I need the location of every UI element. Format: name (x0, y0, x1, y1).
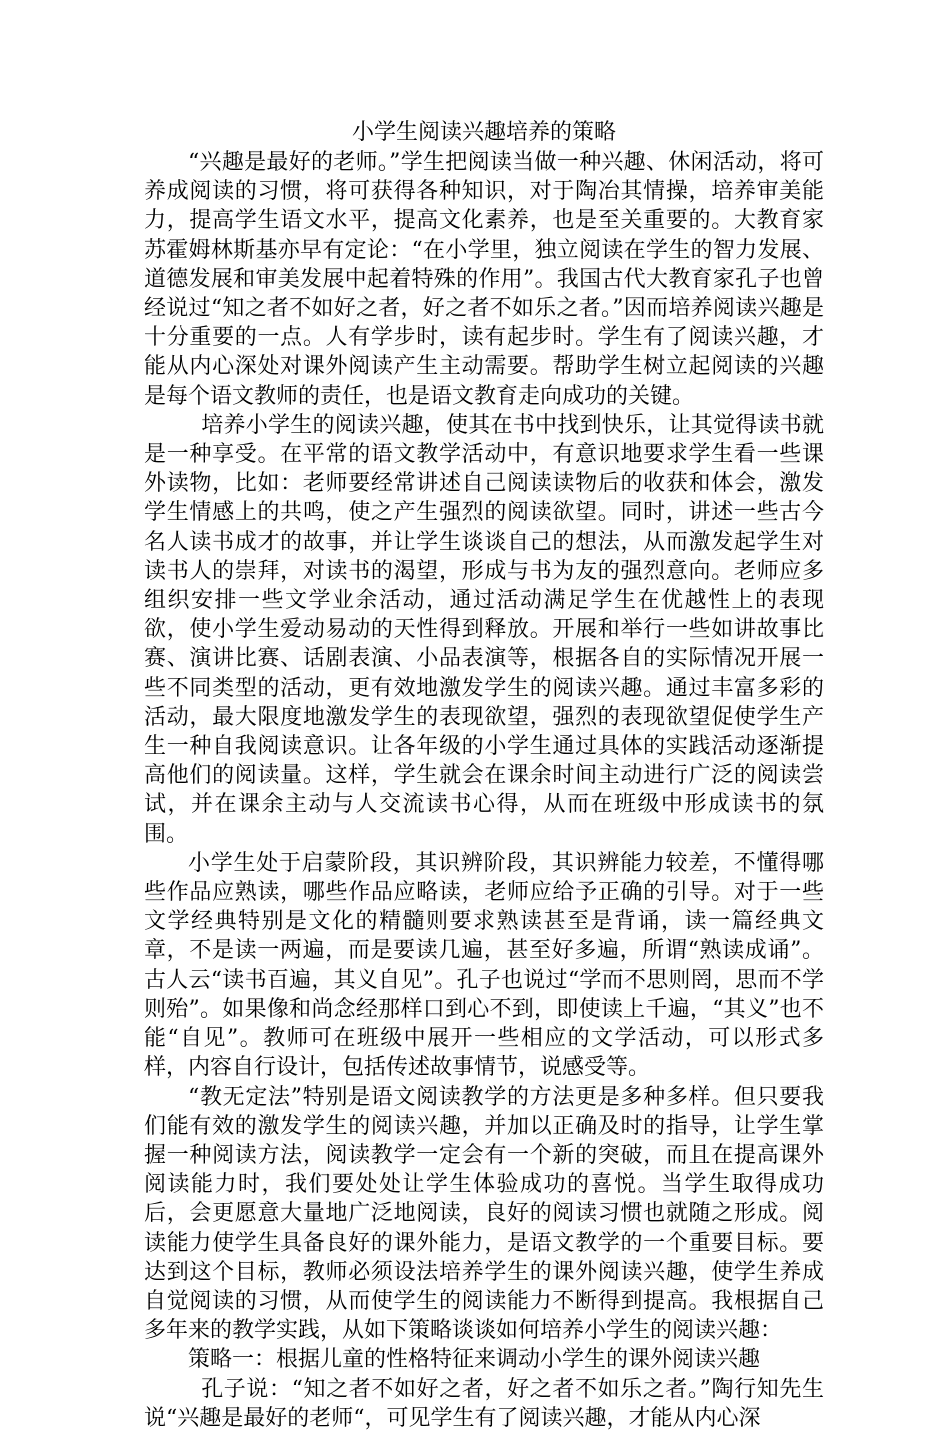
paragraph-1: “兴趣是最好的老师。”学生把阅读当做一种兴趣、休闲活动，将可养成阅读的习惯，将可获得各种知识，对于陶冶其情操，培养审美能力，提高学生语文水平，提高文化素养，也是至关重要的。大教育家苏霍姆林斯基亦早有定论：“在小学里，独立阅读在学生的智力发展、道德发展和审美发展中起着特殊的作用”。我国古代大教育家孔子也曾经说过“知之者不如好之者，好之者不如乐之者。”因而培养阅读兴趣是十分重要的一点。人有学步时，读有起步时。学生有了阅读兴趣，才能从内心深处对课外阅读产生主动需要。帮助学生树立起阅读的兴趣是每个语文教师的责任，也是语文教育走向成功的关键。 (144, 150, 824, 409)
paragraph-2: 培养小学生的阅读兴趣，使其在书中找到快乐，让其觉得读书就是一种享受。在平常的语文教学活动中，有意识地要求学生看一些课外读物，比如：老师要经常讲述自己阅读读物后的收获和体会，激发学生情感上的共鸣，使之产生强烈的阅读欲望。同时，讲述一些古今名人读书成才的故事，并让学生谈谈自己的想法，从而激发起学生对读书人的崇拜，对读书的渴望，形成与书为友的强烈意向。老师应多组织安排一些文学业余活动，通过活动满足学生在优越性上的表现欲，使小学生爱动易动的天性得到释放。开展和举行一些如讲故事比赛、演讲比赛、话剧表演、小品表演等，根据各自的实际情况开展一些不同类型的活动，更有效地激发学生的阅读兴趣。通过丰富多彩的活动，最大限度地激发学生的表现欲望，强烈的表现欲望促使学生产生一种自我阅读意识。让各年级的小学生通过具体的实践活动逐渐提高他们的阅读量。这样，学生就会在课余时间主动进行广泛的阅读尝试，并在课余主动与人交流读书心得，从而在班级中形成读书的氛围。 (144, 412, 824, 847)
document-page (144, 118, 824, 1433)
paragraph-5: 孔子说：“知之者不如好之者，好之者不如乐之者。”陶行知先生说“兴趣是最好的老师“，可见学生有了阅读兴趣，才能从内心深 (144, 1376, 824, 1431)
paragraph-3: 小学生处于启蒙阶段，其识辨阶段，其识辨能力较差，不懂得哪些作品应熟读，哪些作品应略读，老师应给予正确的引导。对于一些文学经典特别是文化的精髓则要求熟读甚至是背诵，读一篇经典文章，不是读一两遍，而是要读几遍，甚至好多遍，所谓“熟读成诵”。古人云“读书百遍，其义自见”。孔子也说过“学而不思则罔，思而不学则殆”。如果像和尚念经那样口到心不到，即使读上千遍，“其义”也不能“自见”。教师可在班级中展开一些相应的文学活动，可以形式多样，内容自行设计，包括传述故事情节，说感受等。 (144, 850, 824, 1081)
document-title: 小学生阅读兴趣培养的策略 (351, 120, 616, 145)
strategy-heading: 策略一：根据儿童的性格特征来调动小学生的课外阅读兴趣 (188, 1347, 761, 1373)
paragraph-4: “教无定法”特别是语文阅读教学的方法更是多种多样。但只要我们能有效的激发学生的阅读兴趣，并加以正确及时的指导，让学生掌握一种阅读方法，阅读教学一定会有一个新的突破，而且在提高课外阅读能力时，我们要处处让学生体验成功的喜悦。当学生取得成功后，会更愿意大量地广泛地阅读，良好的阅读习惯也就随之形成。阅读能力使学生具备良好的课外能力，是语文教学的一个重要目标。要达到这个目标，教师必须设法培养学生的课外阅读兴趣，使学生养成自觉阅读的习惯，从而使学生的阅读能力不断得到提高。我根据自己多年来的教学实践，从如下策略谈谈如何培养小学生的阅读兴趣： (144, 1084, 824, 1344)
